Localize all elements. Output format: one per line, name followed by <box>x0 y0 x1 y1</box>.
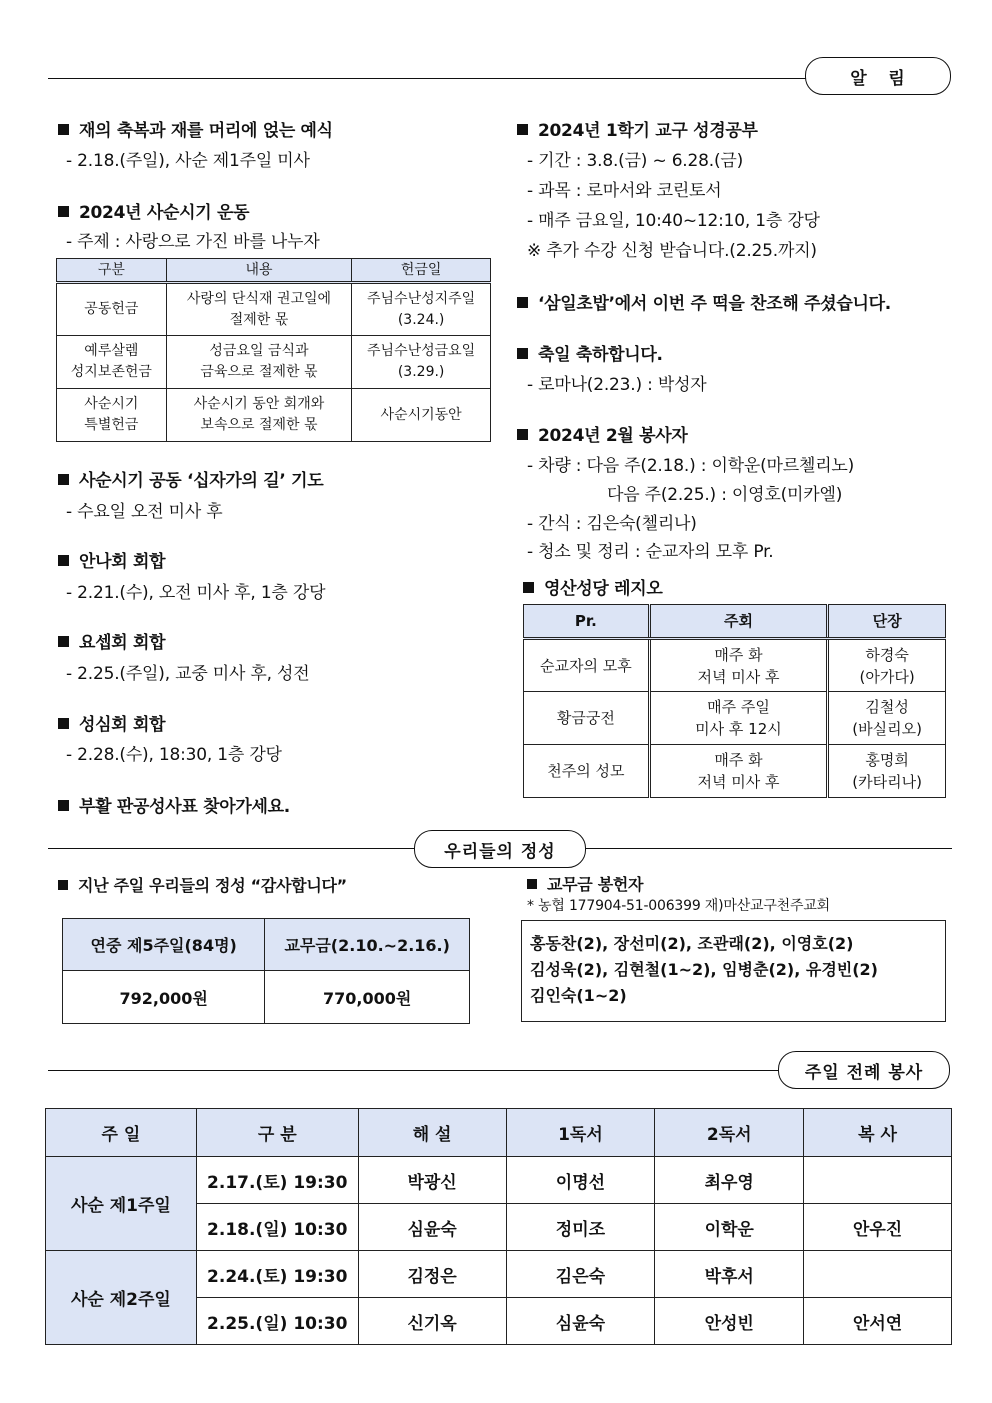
dues-donors-title: 교무금 봉헌자 <box>527 872 643 895</box>
table-cell: 성금요일 금식과 금육으로 절제한 몫 <box>166 336 352 389</box>
notice-volunteers-vehicle-1: - 차량 : 다음 주(2.18.) : 이학운(마르첼리노) <box>527 456 855 476</box>
notice-anna-detail: - 2.21.(수), 오전 미사 후, 1층 강당 <box>66 583 326 603</box>
notice-ash-rite-detail: - 2.18.(주일), 사순 제1주일 미사 <box>66 151 310 171</box>
divider-line <box>48 78 808 79</box>
second-reader: 안성빈 <box>655 1298 804 1345</box>
bullet-square-icon <box>58 124 69 135</box>
altar-server <box>804 1157 952 1204</box>
notice-lent-campaign-theme: - 주제 : 사랑으로 가진 바를 나누자 <box>66 232 320 252</box>
column-header: 주회 <box>649 605 828 639</box>
table-cell: 예루살렘 성지보존헌금 <box>57 336 167 389</box>
week-name: 사순 제1주일 <box>46 1157 197 1251</box>
table-cell: 사순시기동안 <box>352 389 491 442</box>
dues-amount: 770,000원 <box>265 971 470 1024</box>
mass-time: 2.24.(토) 19:30 <box>196 1251 358 1298</box>
notice-volunteers-vehicle-2: 다음 주(2.25.) : 이영호(미카엘) <box>607 485 843 505</box>
table-cell: 황금궁전 <box>524 692 650 745</box>
bullet-square-icon <box>58 206 69 217</box>
table-cell: 하경숙 (아가다) <box>828 639 946 692</box>
notice-lent-campaign-title: 2024년 사순시기 운동 <box>58 198 249 223</box>
bullet-square-icon <box>527 879 537 889</box>
first-reader: 정미조 <box>506 1204 655 1251</box>
column-header: 주 일 <box>46 1109 197 1157</box>
table-cell: 주님수난성금요일 (3.29.) <box>352 336 491 389</box>
commentator: 심윤숙 <box>358 1204 506 1251</box>
week-name: 사순 제2주일 <box>46 1251 197 1345</box>
notice-legio-title: 영산성당 레지오 <box>523 574 662 599</box>
column-header: 단장 <box>828 605 946 639</box>
table-row <box>524 692 946 745</box>
donors-line: 김인숙(1~2) <box>530 986 627 1005</box>
column-header: 구분 <box>57 259 167 283</box>
offering-thanks-title: 지난 주일 우리들의 정성 “감사합니다” <box>58 873 347 896</box>
notice-rice-cake-title: ‘삼일초밥’에서 이번 주 떡을 찬조해 주셨습니다. <box>517 289 891 314</box>
second-reader: 박후서 <box>655 1251 804 1298</box>
notice-confession-title: 부활 판공성사표 찾아가세요. <box>58 792 290 817</box>
table-cell: 공동헌금 <box>57 283 167 336</box>
commentator: 신기옥 <box>358 1298 506 1345</box>
bullet-square-icon <box>517 124 528 135</box>
notice-bible-study-subject: - 과목 : 로마서와 코린토서 <box>527 181 722 201</box>
column-header: 2독서 <box>655 1109 804 1157</box>
altar-server <box>804 1251 952 1298</box>
column-header: 복 사 <box>804 1109 952 1157</box>
lent-offering-table <box>56 258 491 442</box>
bullet-square-icon <box>517 297 528 308</box>
altar-server: 안서연 <box>804 1298 952 1345</box>
notice-bible-study-schedule: - 매주 금요일, 10:40~12:10, 1층 강당 <box>527 211 820 231</box>
bullet-square-icon <box>58 800 69 811</box>
column-header: 1독서 <box>506 1109 655 1157</box>
first-reader: 김은숙 <box>506 1251 655 1298</box>
notice-bible-study-period: - 기간 : 3.8.(금) ~ 6.28.(금) <box>527 151 744 171</box>
table-row <box>57 283 491 336</box>
legio-table <box>523 604 946 798</box>
first-reader: 이명선 <box>506 1157 655 1204</box>
donors-line: 홍동찬(2), 장선미(2), 조관래(2), 이영호(2) <box>530 934 854 953</box>
table-row <box>57 336 491 389</box>
table-row <box>63 971 470 1024</box>
notice-sacred-heart-detail: - 2.28.(수), 18:30, 1층 강당 <box>66 745 282 765</box>
divider-line <box>48 1070 783 1071</box>
notice-volunteers-cleaning: - 청소 및 정리 : 순교자의 모후 Pr. <box>527 542 774 562</box>
liturgy-service-table <box>45 1108 952 1345</box>
second-reader: 이학운 <box>655 1204 804 1251</box>
altar-server: 안우진 <box>804 1204 952 1251</box>
table-cell: 홍명희 (카타리나) <box>828 745 946 798</box>
column-header: 헌금일 <box>352 259 491 283</box>
bullet-square-icon <box>58 636 69 647</box>
table-row <box>524 745 946 798</box>
table-cell: 사랑의 단식재 권고일에 절제한 몫 <box>166 283 352 336</box>
column-header: 교무금(2.10.~2.16.) <box>265 919 470 971</box>
table-row <box>57 389 491 442</box>
notice-feast-day-title: 축일 축하합니다. <box>517 340 663 365</box>
table-row <box>524 639 946 692</box>
table-cell: 사순시기 특별헌금 <box>57 389 167 442</box>
bullet-square-icon <box>58 474 69 485</box>
table-cell: 사순시기 동안 회개와 보속으로 절제한 몫 <box>166 389 352 442</box>
first-reader: 심윤숙 <box>506 1298 655 1345</box>
mass-time: 2.25.(일) 10:30 <box>196 1298 358 1345</box>
column-header: 구 분 <box>196 1109 358 1157</box>
notice-bible-study-registration: ※ 추가 수강 신청 받습니다.(2.25.까지) <box>527 241 817 261</box>
second-reader: 최우영 <box>655 1157 804 1204</box>
column-header: 해 설 <box>358 1109 506 1157</box>
table-row <box>46 1251 952 1298</box>
notice-anna-title: 안나회 회합 <box>58 547 165 572</box>
offering-summary-table <box>62 918 470 1024</box>
bullet-square-icon <box>58 718 69 729</box>
column-header: 내용 <box>166 259 352 283</box>
bullet-square-icon <box>58 555 69 566</box>
notice-joseph-title: 요셉회 회합 <box>58 628 165 653</box>
notice-ash-rite-title: 재의 축복과 재를 머리에 얹는 예식 <box>58 116 333 141</box>
section-header-offering: 우리들의 정성 <box>414 830 586 868</box>
bullet-square-icon <box>517 348 528 359</box>
offering-amount: 792,000원 <box>63 971 265 1024</box>
notice-feast-day-detail: - 로마나(2.23.) : 박성자 <box>527 375 707 395</box>
dues-donors-list <box>521 920 946 1022</box>
commentator: 박광신 <box>358 1157 506 1204</box>
notice-sacred-heart-title: 성심회 회합 <box>58 710 165 735</box>
notice-joseph-detail: - 2.25.(주일), 교중 미사 후, 성전 <box>66 664 310 684</box>
table-cell: 매주 화 저녁 미사 후 <box>649 745 828 798</box>
table-row <box>46 1157 952 1204</box>
column-header: 연중 제5주일(84명) <box>63 919 265 971</box>
notice-stations-detail: - 수요일 오전 미사 후 <box>66 502 223 522</box>
bullet-square-icon <box>523 582 534 593</box>
bullet-square-icon <box>58 880 68 890</box>
table-cell: 주님수난성지주일 (3.24.) <box>352 283 491 336</box>
notice-volunteers-snack: - 간식 : 김은숙(첼리나) <box>527 514 697 534</box>
notice-volunteers-title: 2024년 2월 봉사자 <box>517 421 688 446</box>
table-cell: 매주 주일 미사 후 12시 <box>649 692 828 745</box>
commentator: 김정은 <box>358 1251 506 1298</box>
table-cell: 천주의 성모 <box>524 745 650 798</box>
section-header-liturgy: 주일 전례 봉사 <box>778 1051 950 1089</box>
bank-account: * 농협 177904-51-006399 재)마산교구천주교회 <box>527 898 830 914</box>
table-cell: 순교자의 모후 <box>524 639 650 692</box>
notice-stations-title: 사순시기 공동 ‘십자가의 길’ 기도 <box>58 466 323 491</box>
mass-time: 2.17.(토) 19:30 <box>196 1157 358 1204</box>
table-cell: 매주 화 저녁 미사 후 <box>649 639 828 692</box>
notice-bible-study-title: 2024년 1학기 교구 성경공부 <box>517 116 758 141</box>
bullet-square-icon <box>517 429 528 440</box>
section-header-notice: 알 림 <box>805 57 951 95</box>
column-header: Pr. <box>524 605 650 639</box>
table-cell: 김철성 (바실리오) <box>828 692 946 745</box>
donors-line: 김성욱(2), 김현철(1~2), 임병춘(2), 유경빈(2) <box>530 960 878 979</box>
mass-time: 2.18.(일) 10:30 <box>196 1204 358 1251</box>
